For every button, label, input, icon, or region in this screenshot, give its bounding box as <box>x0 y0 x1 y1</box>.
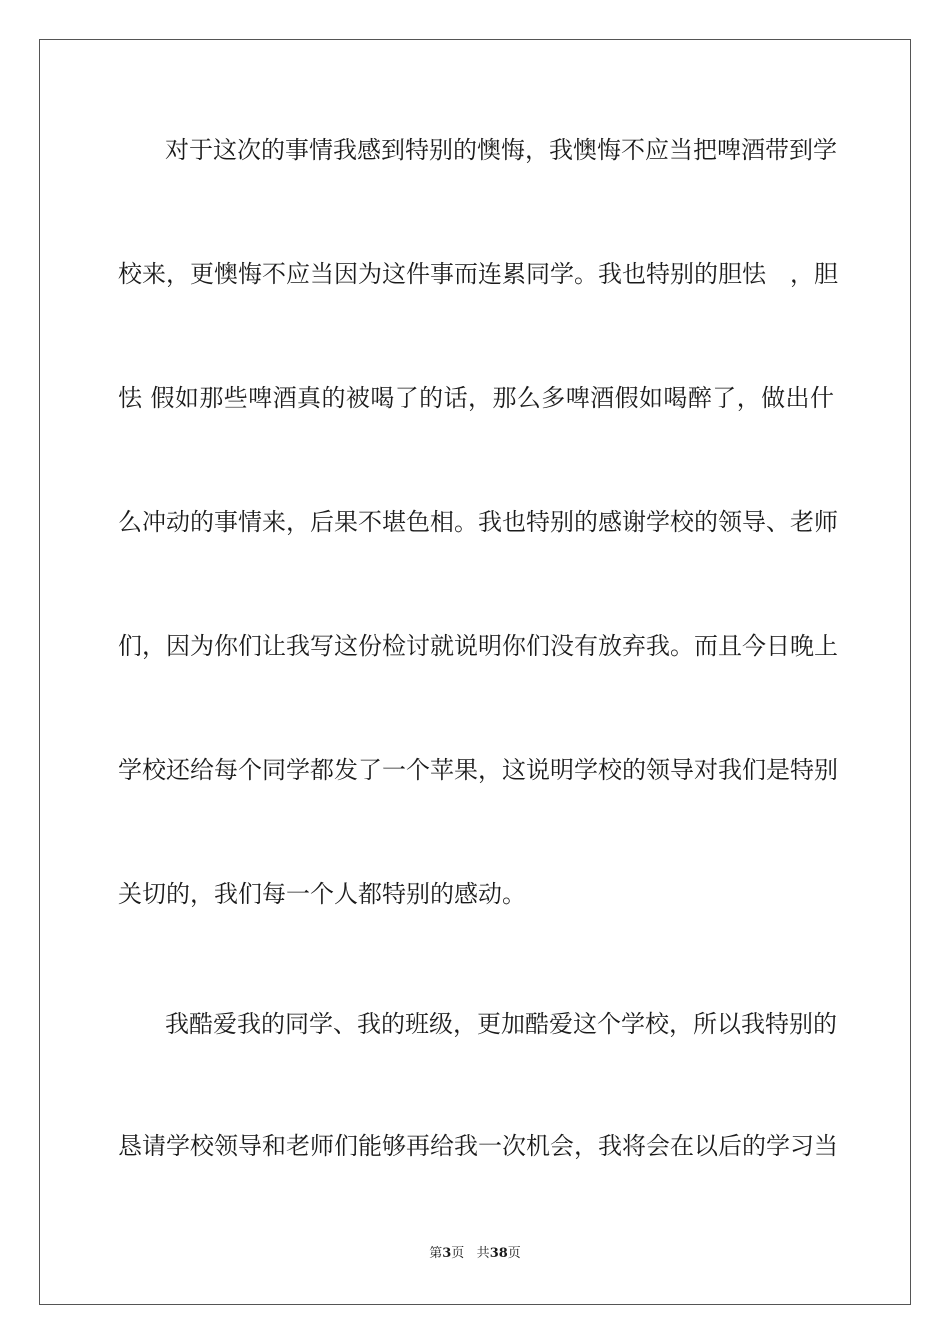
text-line: 恳请学校领导和老师们能够再给我一次机会，我将会在以后的学习当 <box>118 1132 838 1160</box>
text-line: 么冲动的事情来，后果不堪色相。我也特别的感谢学校的领导、老师 <box>118 508 838 536</box>
total-suffix: 页 <box>507 1246 521 1261</box>
total-prefix: 共 <box>476 1246 490 1261</box>
text-line: 怯 假如那些啤酒真的被喝了的话，那么多啤酒假如喝醉了，做出什 <box>118 384 834 412</box>
text-line: 对于这次的事情我感到特别的懊悔，我懊悔不应当把啤酒带到学 <box>165 136 837 164</box>
page-prefix: 第 <box>429 1246 443 1261</box>
text-line: 学校还给每个同学都发了一个苹果，这说明学校的领导对我们是特别 <box>118 756 838 784</box>
page-number: 3 <box>442 1246 452 1261</box>
page-frame <box>39 39 911 1305</box>
text-line: 校来，更懊悔不应当因为这件事而连累同学。我也特别的胆怯 ，胆 <box>118 260 838 288</box>
page-footer <box>0 1245 950 1263</box>
text-line: 我酷爱我的同学、我的班级，更加酷爱这个学校，所以我特别的 <box>165 1010 837 1038</box>
page-suffix: 页 <box>451 1246 465 1261</box>
total-pages: 38 <box>489 1246 508 1261</box>
text-line: 们，因为你们让我写这份检讨就说明你们没有放弃我。而且今日晚上 <box>118 632 838 660</box>
text-line: 关切的，我们每一个人都特别的感动。 <box>118 880 526 908</box>
